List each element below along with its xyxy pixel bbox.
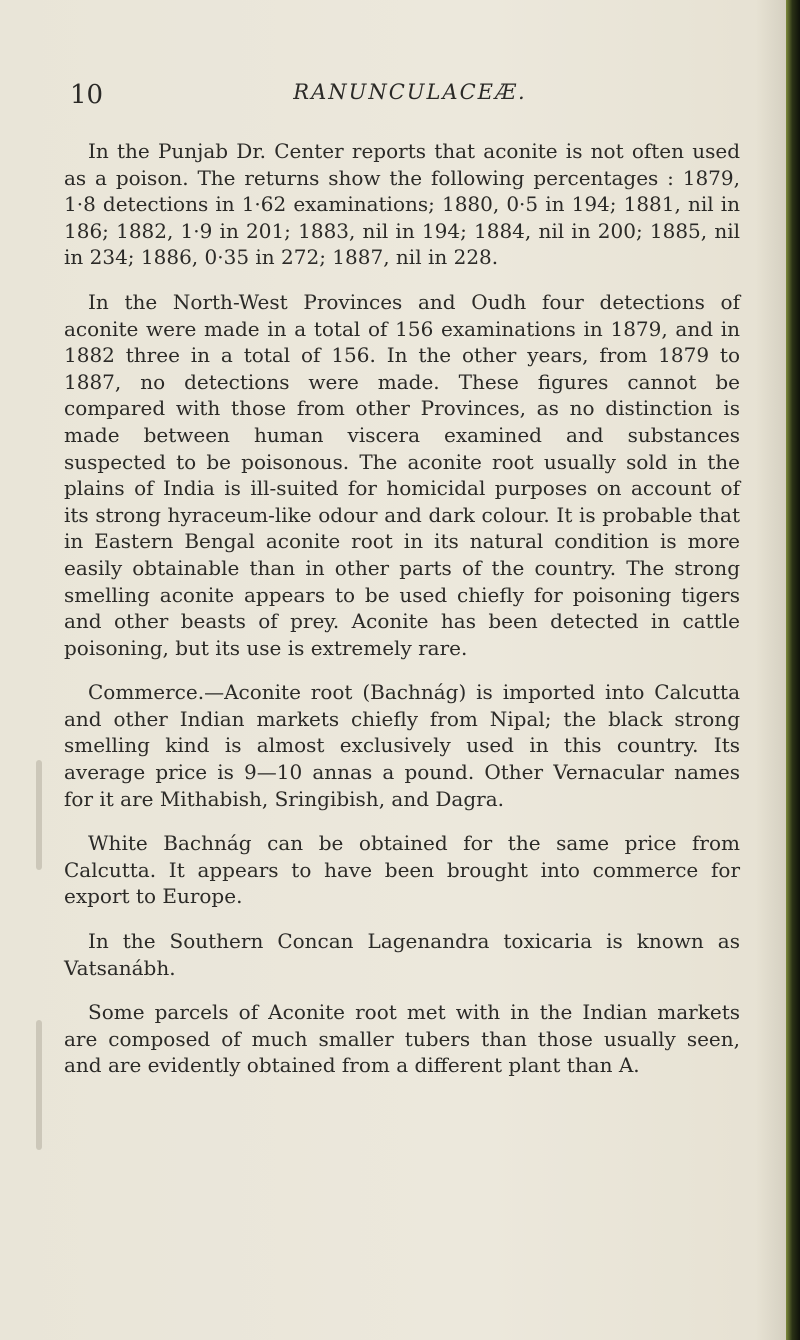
paragraph-aconite-parcels: Some parcels of Aconite root met with in the Indian markets are composed of much smaller tubers than those usually seen, and are evidently obtained from a different plant than A. <box>64 1000 740 1078</box>
margin-mark <box>36 760 42 870</box>
binding-edge <box>786 0 800 1340</box>
paragraph-commerce: Commerce.—Aconite root (Bachnág) is imported into Calcutta and other Indian markets chiefly from Nipal; the black strong smelling kind is almost exclusively used in this country. Its average price is 9—10 annas a pound. Other Vernacular names for it are Mithabish, Sringibish, and Dagra. <box>64 680 740 811</box>
running-head: RANUNCULACEÆ. <box>293 80 527 104</box>
page-shadow <box>756 0 786 1340</box>
paragraph-white-bachnag: White Bachnág can be obtained for the same price from Calcutta. It appears to have been brought into commerce for export to Europe. <box>64 831 740 909</box>
paragraph-southern-concan: In the Southern Concan Lagenandra toxicaria is known as Vatsanábh. <box>64 929 740 980</box>
page-header <box>70 78 750 118</box>
paragraph-punjab: In the Punjab Dr. Center reports that aconite is not often used as a poison. The returns show the following percentages : 1879, 1·8 detections in 1·62 examinations; 1880, 0·5 in 194; 1881, nil in 186; 1882, 1·9 in 201; 1883, nil in 194; 1884, nil in 200; 1885, nil in 234; 1886, 0·35 in 272; 1887, nil in 228. <box>64 139 740 270</box>
body-text <box>64 138 740 1079</box>
paragraph-north-west-provinces: In the North-West Provinces and Oudh four detections of aconite were made in a total of 156 examinations in 1879, and in 1882 three in a total of 156. In the other years, from 1879 to 1887, no detections were made. These figures cannot be compared with those from other Provinces, as no distinction is made between human viscera examined and substances suspected to be poisonous. The aconite root usually sold in the plains of India is ill-suited for homicidal purposes on account of its strong hyraceum-like odour and dark colour. It is probable that in Eastern Bengal aconite root in its natural condition is more easily obtainable than in other parts of the country. The strong smelling aconite appears to be used chiefly for poisoning tigers and other beasts of prey. Aconite has been detected in cattle poisoning, but its use is extremely rare. <box>64 289 740 660</box>
margin-mark <box>36 1020 42 1150</box>
page-number: 10 <box>70 80 104 110</box>
